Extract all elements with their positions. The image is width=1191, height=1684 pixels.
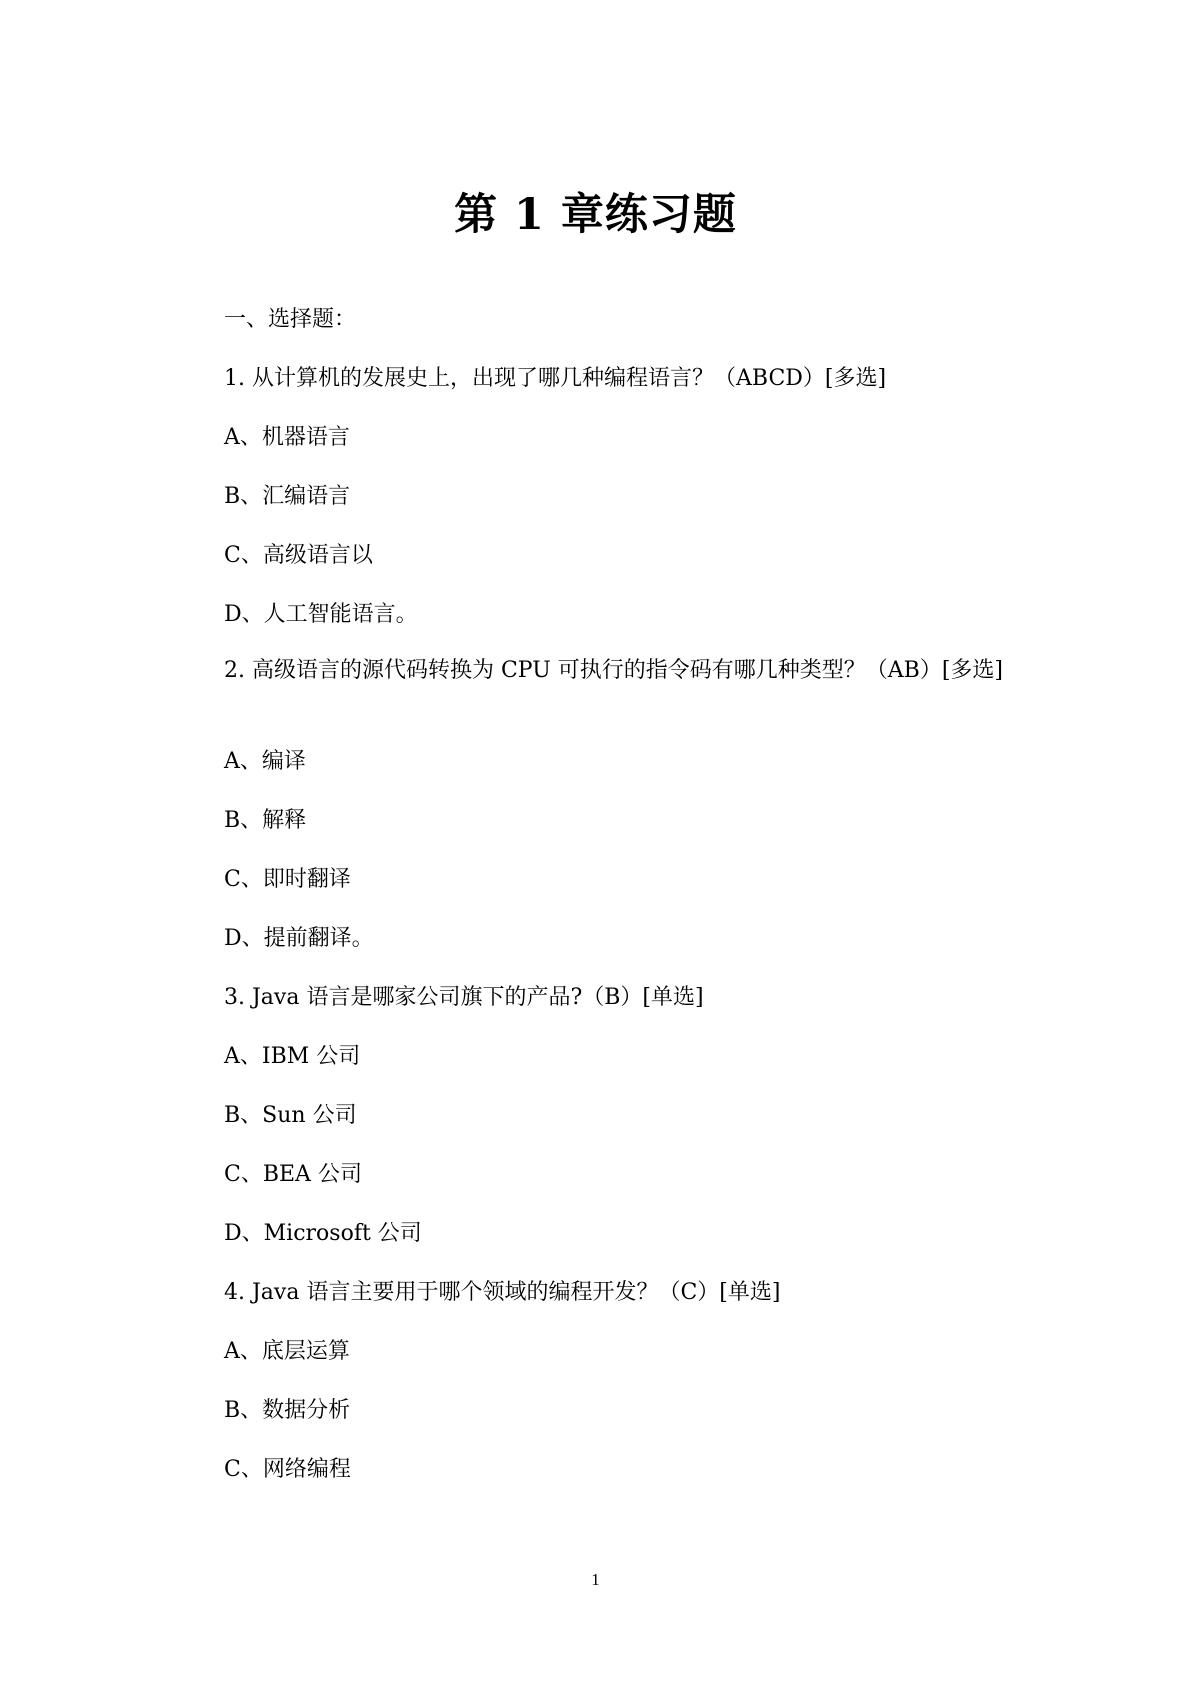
question-1-option-d: D、人工智能语言。 — [224, 602, 418, 627]
question-2-option-b: B、解释 — [224, 808, 307, 833]
question-3-option-c: C、BEA 公司 — [224, 1162, 362, 1187]
question-3: 3. Java 语言是哪家公司旗下的产品?（B）[单选] — [224, 985, 704, 1010]
question-2-option-c: C、即时翻译 — [224, 867, 351, 892]
question-2-option-d: D、提前翻译。 — [224, 926, 374, 951]
question-1-option-b: B、汇编语言 — [224, 484, 351, 509]
question-1-option-a: A、机器语言 — [224, 425, 350, 450]
section-heading: 一、选择题： — [224, 307, 357, 332]
page-number: 1 — [591, 1570, 600, 1589]
question-4-option-a: A、底层运算 — [224, 1339, 350, 1364]
question-4: 4. Java 语言主要用于哪个领域的编程开发？（C）[单选] — [224, 1280, 781, 1305]
question-4-option-c: C、网络编程 — [224, 1457, 351, 1482]
question-1: 1. 从计算机的发展史上，出现了哪几种编程语言？（ABCD）[多选] — [224, 366, 887, 391]
question-2-option-a: A、编译 — [224, 749, 306, 774]
question-3-option-a: A、IBM 公司 — [224, 1044, 361, 1069]
document-body — [181, 298, 1023, 1507]
question-3-option-d: D、Microsoft 公司 — [224, 1221, 422, 1246]
question-2: 2. 高级语言的源代码转换为 CPU 可执行的指令码有哪几种类型？（AB）[多选] — [224, 658, 1003, 683]
question-3-option-b: B、Sun 公司 — [224, 1103, 357, 1128]
document-title: 第 1 章练习题 — [454, 190, 737, 240]
question-4-option-b: B、数据分析 — [224, 1398, 351, 1423]
question-1-option-c: C、高级语言以 — [224, 543, 373, 568]
